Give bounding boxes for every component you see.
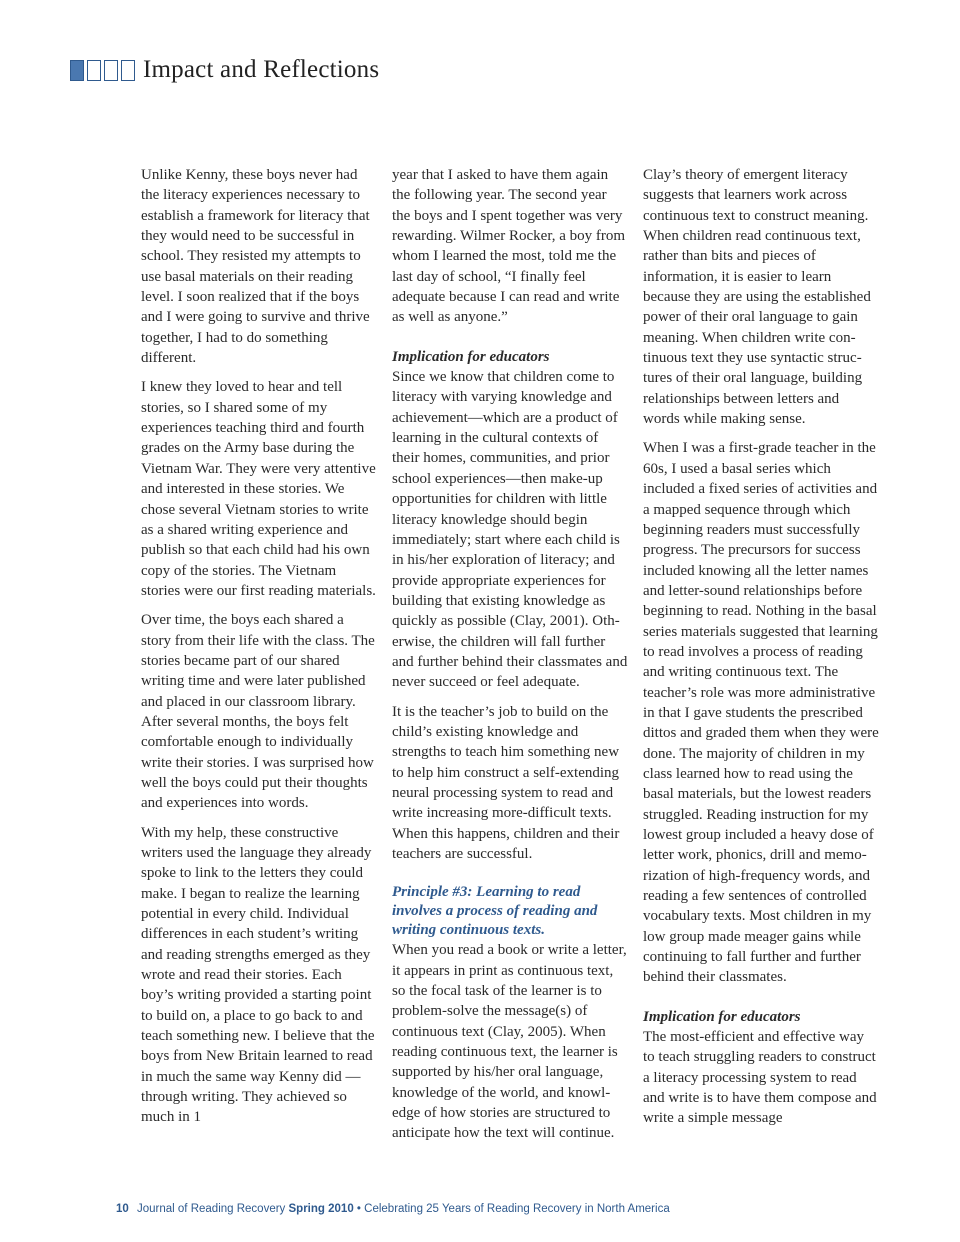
paragraph: When you read a book or write a letter, it appears in print as continuous text, so the focal task of the learner is to problem-solve the message(s) of continuous text (Clay, 2005). When reading continuous text, the learner is supported by his/her oral language, knowledge of the world, and knowledge of how stories are structured to anticipate how the text will continue. [392,942,627,1142]
box-empty [87,60,101,81]
principle-heading: Principle #3: Learning to read involves a process of reading and writing continuous texts. [392,884,598,939]
paragraph: Over time, the boys each shared a story from their life with the class. The stories became part of our shared writing time and were later published and placed in our classroom library. After several months, the boys felt comfortable enough to individually write their stories. I was surprised how well the boys could put their thoughts and experiences into words. [141,612,375,812]
paragraph: With my help, these constructive writers used the language they already spoke to link to the letters they could make. I began to realize the learning potential in every child. Individual differences in each student’s writing and reading strengths emerged as they wrote and read their stories. Each boy’s writing provided a starting point to build on, a place to go back to and teach something new. I believe that the boys from New Britain learned to read in much the same way Kenny did — through writing. They achieved so much in 1 [141,824,375,1126]
journal-name: Journal of Reading Recovery [137,1203,286,1215]
paragraph: When I was a first-grade teacher in the 60s, I used a basal series which included a fixed series of activities and a mapped sequence through which beginning readers must successfully progress. The precursors for success included knowing all the letter names and letter-sound relationships before beginning to read. Nothing in the basal series materials suggested that learning to read involves a process of reading and writing continuous text. The teacher’s role was more administrative in that I gave students the prescribed dittos and graded them when they were done. The majority of children in my class learned how to read using the basal materials, but the lowest readers struggled. Reading instruction for my lowest group included a heavy dose of letter work, phonics, drill and memorization of high-frequency words, and reading a few sentences of controlled vocabulary texts. Most children in my low group made meager gains while continuing to fall further and further behind their classmates. [643,440,879,986]
progress-boxes-icon [70,60,135,81]
box-empty [104,60,118,81]
paragraph: Unlike Kenny, these boys never had the literacy experiences necessary to establish a framework for literacy that they would need to be successful in school. They resisted my attempts to use basal materials on their reading level. I soon realized that if the boys and I were going to survive and thrive together, I had to do something different. [141,167,370,367]
subheading: Implication for educators [643,1008,801,1025]
page-number: 10 [116,1203,129,1215]
tagline: Celebrating 25 Years of Reading Recovery in North America [364,1203,670,1215]
box-filled [70,60,84,81]
column-3 [643,165,879,1138]
paragraph: Since we know that children come to literacy with varying knowledge and achievement—which are a product of learning in the cultural contexts of their homes, communities, and prior school experiences—then make-up opportunities for children with little literacy knowledge should begin immediately; start where each child is in his/her exploration of literacy; and provide appropriate experiences for building that existing knowledge as quickly as possible (Clay, 2001). Otherwise, the children will fall further and further behind their classmates and never succeed or feel adequate. [392,369,628,691]
paragraph: I knew they loved to hear and tell stories, so I shared some of my experiences teaching third and fourth grades on the Army base during the Vietnam War. They were very attentive and interested in these stories. We chose several Vietnam stories to write as a shared writing experience and publish so that each child had his own copy of the stories. The Vietnam stories were our first reading materials. [141,379,376,599]
box-empty [121,60,135,81]
bullet-separator: • [356,1203,361,1215]
page-footer [116,1203,670,1215]
paragraph: Clay’s theory of emergent literacy suggests that learners work across continuous text to construct meaning. When children read continuous text, rather than bits and pieces of information, it is easier to learn because they are using the established power of their oral language to gain meaning. When children write continuous text they use syntactic structures of their oral language, building relationships between letters and words while making sense. [643,167,871,428]
section-title: Impact and Reflections [143,56,380,83]
column-2 [392,165,628,1153]
paragraph: The most-efficient and effective way to teach struggling readers to construct a literacy processing system to read and write is to have them compose and write a simple message [643,1029,877,1127]
column-1 [141,165,377,1137]
issue-label: Spring 2010 [288,1203,354,1215]
page-header [70,52,379,88]
paragraph: year that I asked to have them again the following year. The second year the boys and I spent together was very rewarding. Wilmer Rocker, a boy from whom I learned the most, told me the last day of school, “I finally feel adequate because I can read and write as well as anyone.” [392,167,626,326]
subheading: Implication for educators [392,348,550,365]
paragraph: It is the teacher’s job to build on the child’s existing knowledge and strengths to teach him something new to help him construct a self-extending neural processing system to read and write increasing more-difficult texts. When this happens, children and their teachers are successful. [392,703,620,862]
